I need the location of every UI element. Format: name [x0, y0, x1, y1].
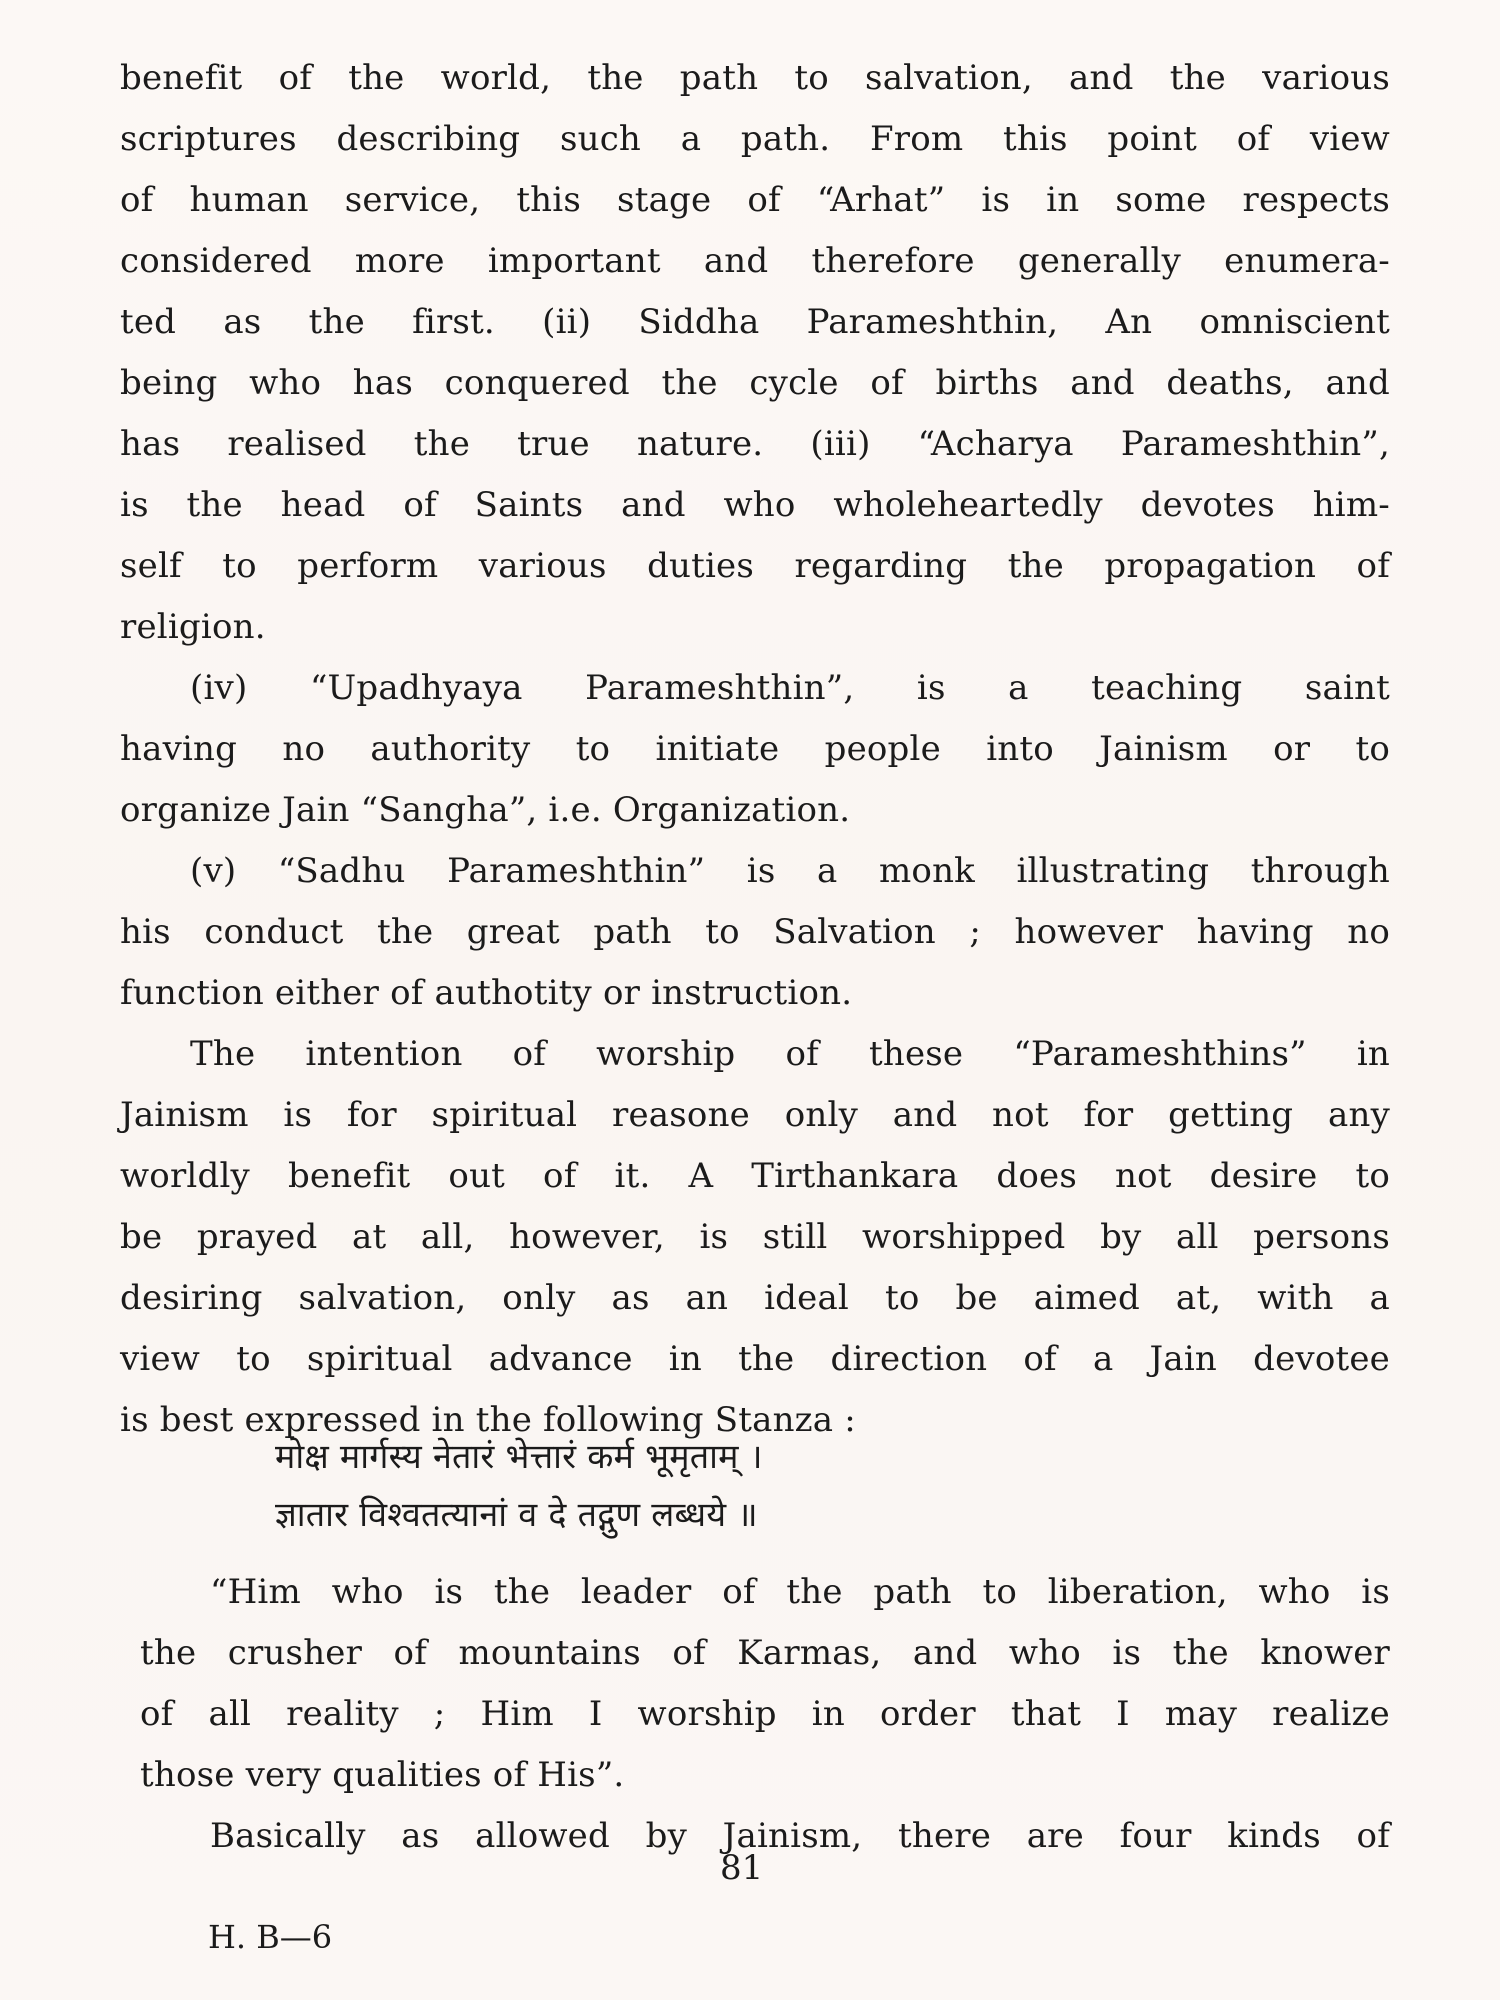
- text-line: Basically as allowed by Jainism, there are four kinds of: [210, 1816, 1390, 1856]
- text-line: having no authority to initiate people into Jainism or to: [120, 729, 1390, 769]
- text-line: self to perform various duties regarding the propagation of: [120, 546, 1390, 586]
- translation-text-block: [140, 1562, 1390, 1867]
- sanskrit-stanza: [275, 1428, 1175, 1544]
- text-line: ted as the first. (ii) Siddha Parameshthin, An omniscient: [120, 302, 1390, 342]
- text-line: function either of authotity or instruction.: [120, 973, 853, 1013]
- text-line: scriptures describing such a path. From this point of view: [120, 119, 1390, 159]
- text-line: religion.: [120, 607, 266, 647]
- text-line: (v) “Sadhu Parameshthin” is a monk illustrating through: [190, 851, 1390, 891]
- text-line: view to spiritual advance in the direction of a Jain devotee: [120, 1339, 1390, 1379]
- text-line: The intention of worship of these “Parameshthins” in: [190, 1034, 1390, 1074]
- text-line: desiring salvation, only as an ideal to be aimed at, with a: [120, 1278, 1390, 1318]
- main-text-block: [120, 48, 1390, 1451]
- text-line: being who has conquered the cycle of births and deaths, and: [120, 363, 1390, 403]
- text-line: of human service, this stage of “Arhat” is in some respects: [120, 180, 1390, 220]
- text-line: Jainism is for spiritual reasone only and not for getting any: [120, 1095, 1390, 1135]
- text-line: benefit of the world, the path to salvation, and the various: [120, 58, 1390, 98]
- text-line: considered more important and therefore generally enumera-: [120, 241, 1390, 281]
- text-line: is the head of Saints and who wholeheartedly devotes him-: [120, 485, 1390, 525]
- text-line: (iv) “Upadhyaya Parameshthin”, is a teaching saint: [190, 668, 1390, 708]
- text-line: his conduct the great path to Salvation ; however having no: [120, 912, 1390, 952]
- text-line: worldly benefit out of it. A Tirthankara does not desire to: [120, 1156, 1390, 1196]
- text-line: the crusher of mountains of Karmas, and who is the knower: [140, 1633, 1390, 1673]
- text-line: has realised the true nature. (iii) “Acharya Parameshthin”,: [120, 424, 1390, 464]
- text-line: “Him who is the leader of the path to liberation, who is: [210, 1572, 1390, 1612]
- text-line: those very qualities of His”.: [140, 1755, 625, 1795]
- stanza-line: ज्ञातार विश्वतत्यानां व दे तद्गुण लब्धये ॥: [275, 1495, 758, 1535]
- text-line: be prayed at all, however, is still worshipped by all persons: [120, 1217, 1390, 1257]
- text-line: organize Jain “Sangha”, i.e. Organization.: [120, 790, 851, 830]
- stanza-line: मोक्ष मार्गस्य नेतारं भेत्तारं कर्म भूमृताम् ।: [275, 1437, 763, 1477]
- signature-mark: H. B—6: [208, 1918, 333, 1956]
- page-number: 81: [720, 1848, 764, 1888]
- text-line: of all reality ; Him I worship in order that I may realize: [140, 1694, 1390, 1734]
- text-line: is best expressed in the following Stanza :: [120, 1400, 856, 1440]
